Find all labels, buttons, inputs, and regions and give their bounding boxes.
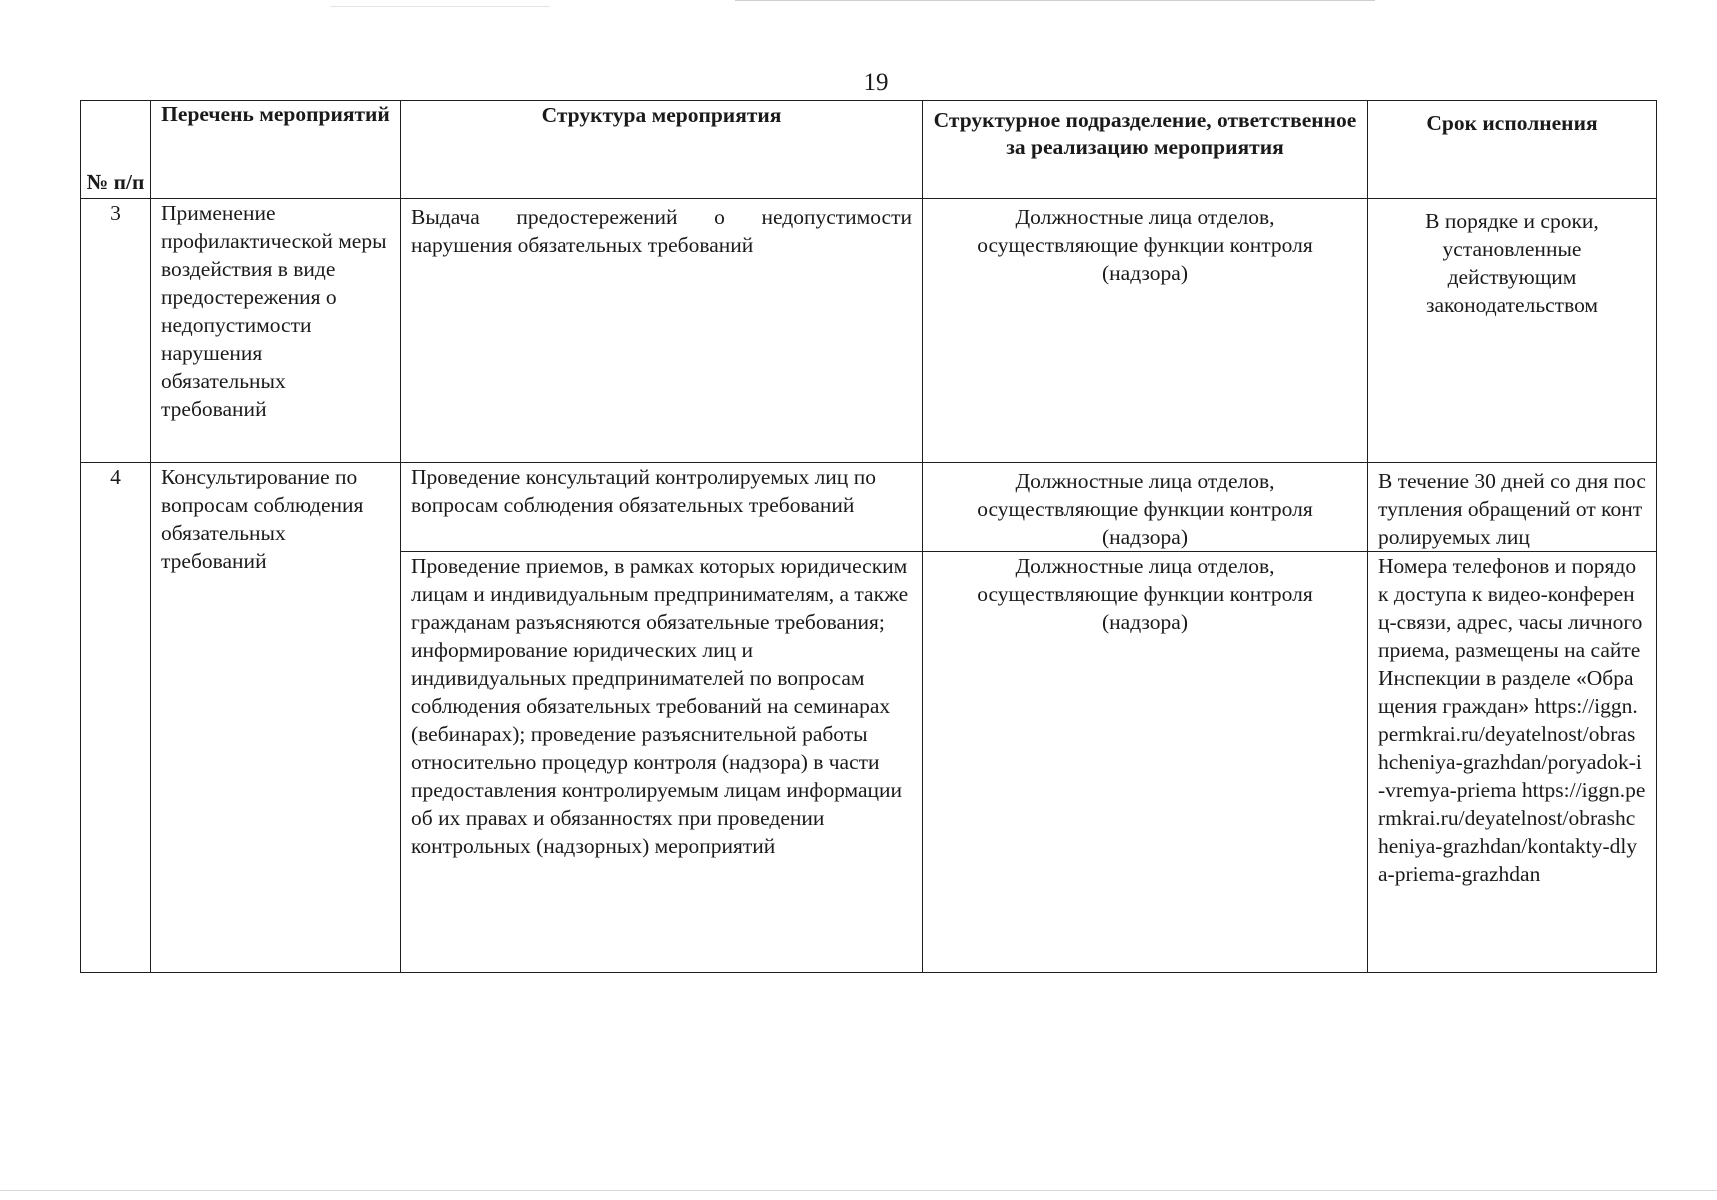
header-responsible-department: Структурное подразделение, ответственное за реализацию мероприятия	[923, 101, 1368, 199]
table-row	[81, 463, 1657, 552]
measure-name: Применение профилактической меры воздействия в виде предостережения о недопустимости нарушения обязательных требований	[151, 199, 401, 463]
row-number: 3	[81, 199, 151, 463]
measures-table	[80, 100, 1657, 973]
scan-artifact-line	[735, 0, 1375, 1]
measure-structure: Проведение консультаций контролируемых лиц по вопросам соблюдения обязательных требований	[401, 463, 923, 552]
header-deadline: Срок исполнения	[1368, 101, 1657, 199]
responsible-department: Должностные лица отделов, осуществляющие функции контроля (надзора)	[923, 463, 1368, 552]
table-row	[81, 199, 1657, 463]
deadline: Номера телефонов и порядок доступа к видео-конференц-связи, адрес, часы личного приема, размещены на сайте Инспекции в разделе «Обращения граждан» https://iggn.permkrai.ru/deyatelnost/obrashcheniya-grazhdan/poryadok-i-vremya-priema https://iggn.permkrai.ru/deyatelnost/obrashcheniya-grazhdan/kontakty-dlya-priema-grazhdan	[1368, 552, 1657, 973]
deadline: В порядке и сроки, установленные действующим законодательством	[1368, 199, 1657, 463]
header-measures-list: Перечень мероприятий	[151, 101, 401, 199]
row-number: 4	[81, 463, 151, 973]
responsible-department: Должностные лица отделов, осуществляющие функции контроля (надзора)	[923, 199, 1368, 463]
scan-edge-line	[0, 1190, 1717, 1191]
measure-structure: Выдача предостережений о недопустимости нарушения обязательных требований	[401, 199, 923, 463]
scan-artifact-line	[330, 6, 550, 7]
header-measure-structure: Структура мероприятия	[401, 101, 923, 199]
header-number: № п/п	[81, 101, 151, 199]
table-header-row	[81, 101, 1657, 199]
deadline: В течение 30 дней со дня поступления обращений от контролируемых лиц	[1368, 463, 1657, 552]
page-number: 19	[863, 69, 889, 96]
responsible-department: Должностные лица отделов, осуществляющие функции контроля (надзора)	[923, 552, 1368, 973]
measure-structure: Проведение приемов, в рамках которых юридическим лицам и индивидуальным предпринимателям, а также гражданам разъясняются обязательные требования; информирование юридических лиц и индивидуальных предпринимателей по вопросам соблюдения обязательных требований на семинарах (вебинарах); проведение разъяснительной работы относительно процедур контроля (надзора) в части предоставления контролируемым лицам информации об их правах и обязанностях при проведении контрольных (надзорных) мероприятий	[401, 552, 923, 973]
measure-name: Консультирование по вопросам соблюдения обязательных требований	[151, 463, 401, 973]
